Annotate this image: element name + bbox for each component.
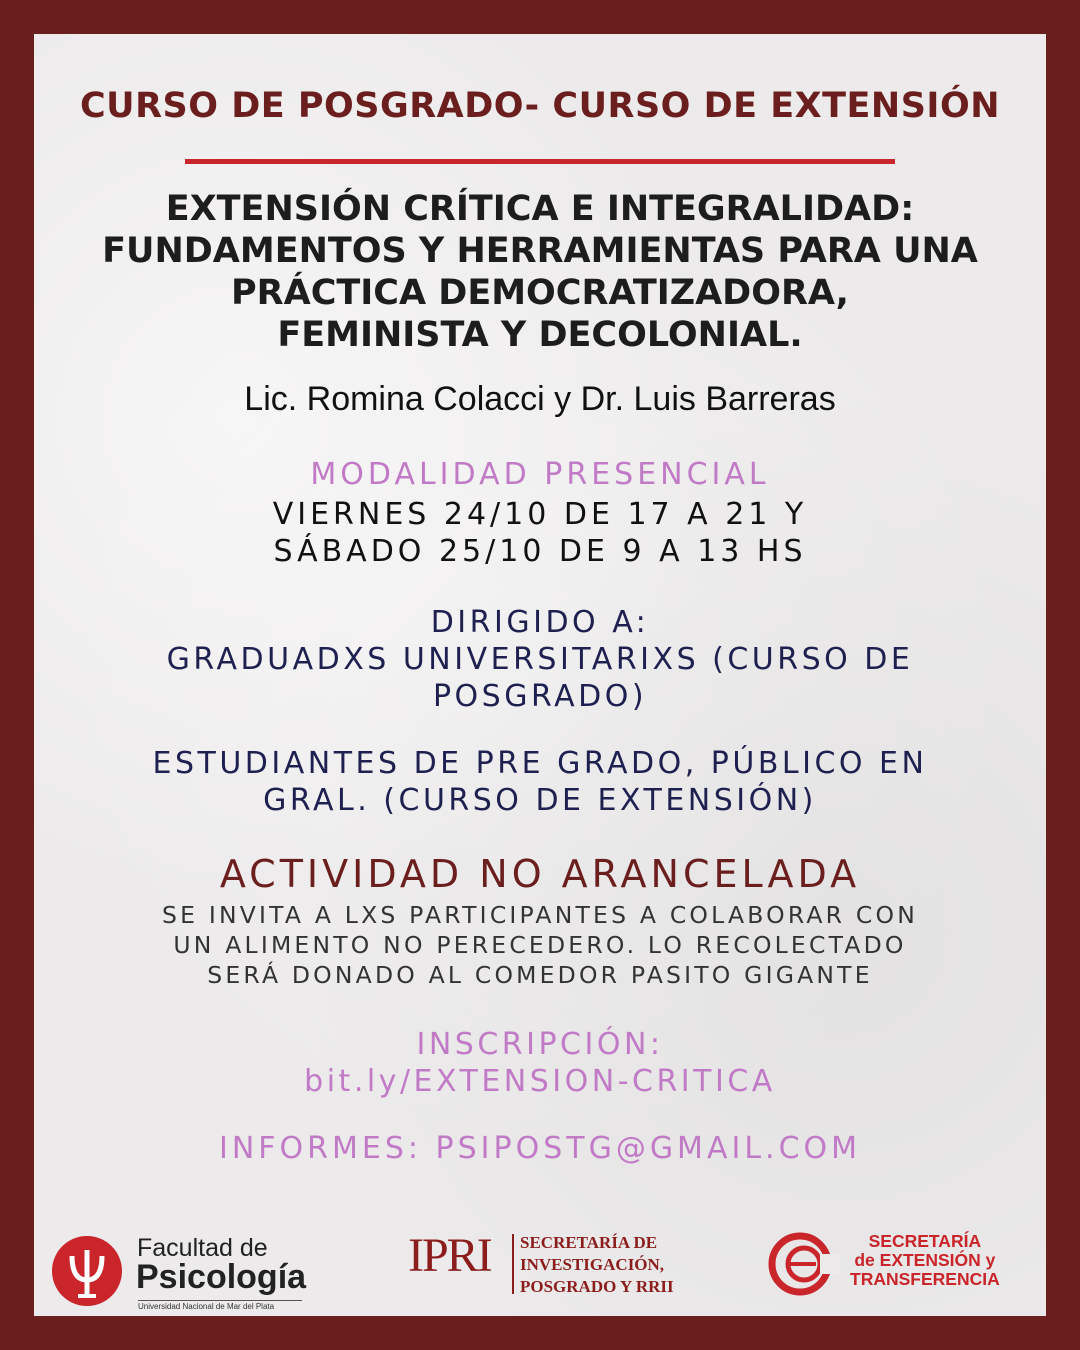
ipri-mark: IPRI xyxy=(408,1229,491,1282)
title-line: EXTENSIÓN CRÍTICA E INTEGRALIDAD: xyxy=(165,189,915,229)
inscription-link[interactable]: bit.ly/EXTENSION-CRITICA xyxy=(304,1064,776,1099)
extension-text xyxy=(850,1232,1000,1289)
psi-icon xyxy=(52,1236,122,1306)
facultad-label: Facultad de xyxy=(137,1234,268,1262)
contact-info[interactable]: INFORMES: PSIPOSTG@GMAIL.COM xyxy=(218,1131,862,1166)
audience-graduates xyxy=(0,604,1080,715)
extension-line: SECRETARÍA xyxy=(868,1231,982,1251)
free-activity-heading: ACTIVIDAD NO ARANCELADA xyxy=(219,852,861,896)
logo-divider xyxy=(512,1234,514,1294)
audience-line: GRADUADXS UNIVERSITARIXS (CURSO DE xyxy=(166,642,914,677)
audience-students xyxy=(0,745,1080,819)
invite-line: SE INVITA A LXS PARTICIPANTES A COLABORAR CON xyxy=(162,901,918,929)
audience-line: DIRIGIDO A: xyxy=(430,605,650,640)
extension-line: de EXTENSIÓN y xyxy=(854,1250,996,1270)
ipri-logo xyxy=(408,1228,718,1308)
invite-line: SERÁ DONADO AL COMEDOR PASITO GIGANTE xyxy=(207,961,873,989)
inscription xyxy=(0,1026,1080,1100)
ipri-line: POSGRADO Y RRII xyxy=(520,1277,674,1296)
title-line: FEMINISTA Y DECOLONIAL. xyxy=(277,315,803,355)
university-label: Universidad Nacional de Mar del Plata xyxy=(138,1300,302,1311)
schedule xyxy=(0,496,1080,570)
extension-swirl-icon xyxy=(760,1228,846,1298)
ipri-line: INVESTIGACIÓN, xyxy=(520,1255,665,1274)
ipri-text xyxy=(520,1232,674,1298)
title-line: PRÁCTICA DEMOCRATIZADORA, xyxy=(231,273,849,313)
modality: MODALIDAD PRESENCIAL xyxy=(310,457,770,492)
red-divider xyxy=(185,159,895,164)
extension-line: TRANSFERENCIA xyxy=(850,1269,1000,1289)
extension-secretariat-logo xyxy=(760,1228,1030,1298)
donation-invite xyxy=(0,900,1080,990)
invite-line: UN ALIMENTO NO PERECEDERO. LO RECOLECTADO xyxy=(173,931,907,959)
authors: Lic. Romina Colacci y Dr. Luis Barreras xyxy=(244,380,836,418)
schedule-line: SÁBADO 25/10 DE 9 A 13 HS xyxy=(273,534,807,569)
psicologia-label: Psicología xyxy=(136,1258,307,1296)
audience-line: ESTUDIANTES DE PRE GRADO, PÚBLICO EN xyxy=(152,746,928,781)
facultad-psicologia-logo xyxy=(52,1228,314,1310)
title-line: FUNDAMENTOS Y HERRAMIENTAS PARA UNA xyxy=(102,231,978,271)
audience-line: POSGRADO) xyxy=(432,679,648,714)
course-type-heading: CURSO DE POSGRADO- CURSO DE EXTENSIÓN xyxy=(80,86,1000,126)
ipri-line: SECRETARÍA DE xyxy=(520,1233,658,1252)
inscription-label: INSCRIPCIÓN: xyxy=(416,1027,664,1062)
audience-line: GRAL. (CURSO DE EXTENSIÓN) xyxy=(263,783,817,818)
course-title xyxy=(0,188,1080,356)
schedule-line: VIERNES 24/10 DE 17 A 21 Y xyxy=(272,497,808,532)
